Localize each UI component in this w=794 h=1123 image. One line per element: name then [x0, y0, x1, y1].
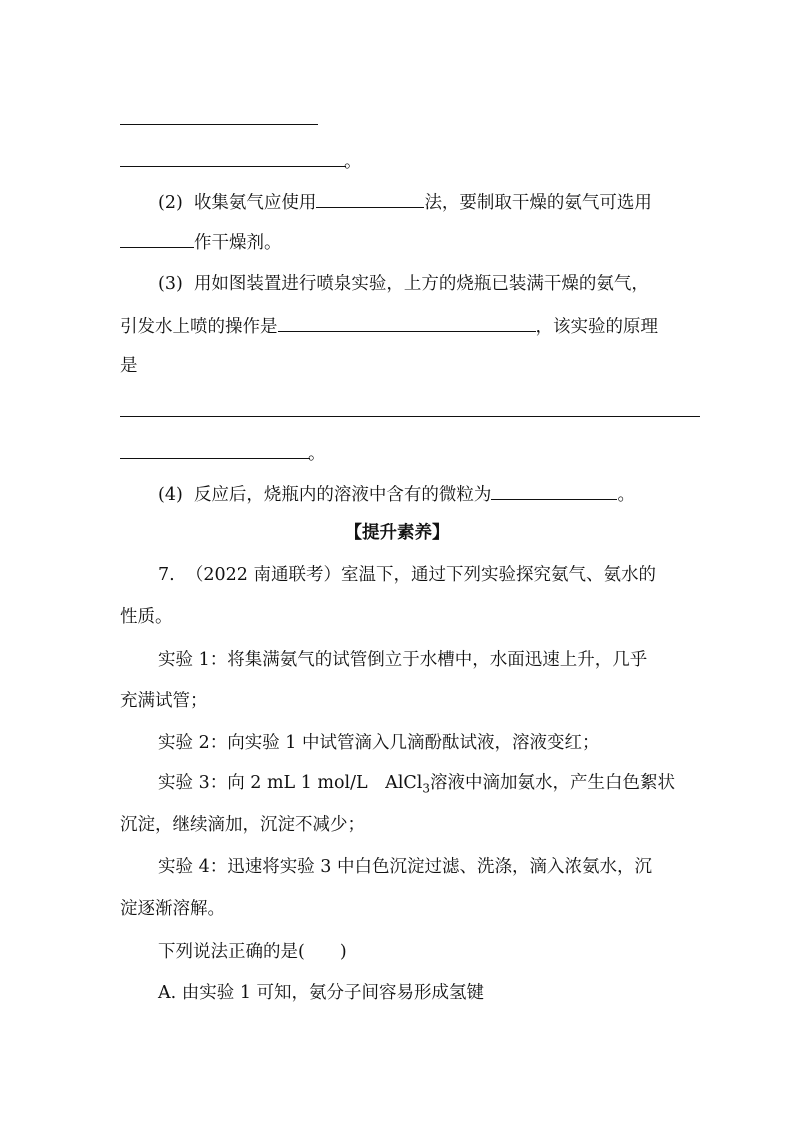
q2-blank-2	[120, 229, 194, 248]
q3-text-a: 用如图装置进行喷泉实验，上方的烧瓶已装满干燥的氨气，	[193, 274, 649, 294]
question-4-line	[158, 481, 635, 507]
question-3-line-3	[120, 354, 138, 378]
q7-source: （2022 南通联考）	[185, 565, 341, 585]
experiment-4-line-1: 实验 4：迅速将实验 3 中白色沉淀过滤、洗涤，滴入浓氨水，沉	[158, 857, 652, 877]
experiment-1-line-1: 实验 1：将集满氨气的试管倒立于水槽中，水面迅速上升，几乎	[158, 650, 648, 670]
exp3-pre: 实验 3：向 2 mL 1 mol/L AlCl	[158, 773, 423, 793]
experiment-4-line-2: 淀逐渐溶解。	[120, 899, 225, 919]
q3-blank-long	[120, 416, 700, 417]
q2-blank-1	[316, 189, 424, 208]
q2-text-a: 收集氨气应使用	[193, 193, 317, 213]
question-2-line-1	[158, 189, 652, 215]
q3-blank-1	[278, 313, 536, 332]
q3-number: (3)	[158, 274, 183, 294]
q2-number: (2)	[158, 193, 183, 213]
q4-number: (4)	[158, 485, 183, 505]
q3-blank-2	[120, 458, 310, 459]
answer-blank-line-1	[120, 124, 318, 125]
q2-text-b: 法，要制取干燥的氨气可选用	[424, 193, 652, 213]
q7-stem-a: 室温下，通过下列实验探究氨气、氨水的	[340, 565, 656, 585]
q4-text-b: 。	[617, 485, 635, 505]
q4-text-a: 反应后，烧瓶内的溶液中含有的微粒为	[193, 485, 492, 505]
exp3-subscript: 3	[422, 781, 431, 796]
exp3-post: 溶液中滴加氨水，产生白色絮状	[430, 773, 676, 793]
question-prompt: 下列说法正确的是( )	[158, 942, 347, 962]
q3-text-c: ，该实验的原理	[535, 317, 658, 337]
experiment-1-line-2: 充满试管；	[120, 691, 208, 711]
option-a: A. 由实验 1 可知，氨分子间容易形成氢键	[158, 983, 485, 1003]
q2-text-c: 作干燥剂。	[194, 233, 282, 253]
q3-text-d: 是	[120, 356, 138, 376]
q7-number: 7.	[158, 565, 175, 585]
question-3-line-2	[120, 313, 658, 339]
line2-end: 。	[344, 152, 362, 172]
experiment-3-line-2: 沉淀，继续滴加，沉淀不减少；	[120, 815, 365, 835]
question-7-line-2: 性质。	[120, 607, 173, 627]
question-2-line-2	[120, 229, 282, 255]
section-heading: 【提升素养】	[344, 523, 450, 543]
question-3-line-1	[158, 272, 649, 296]
answer-blank-line-2	[120, 166, 346, 167]
question-7-line-1	[158, 563, 656, 587]
experiment-2-line: 实验 2：向实验 1 中试管滴入几滴酚酞试液，溶液变红；	[158, 733, 600, 753]
q4-blank	[491, 481, 617, 500]
q3-end: 。	[308, 444, 326, 464]
experiment-3-line-1	[158, 771, 675, 795]
q3-text-b: 引发水上喷的操作是	[120, 317, 278, 337]
